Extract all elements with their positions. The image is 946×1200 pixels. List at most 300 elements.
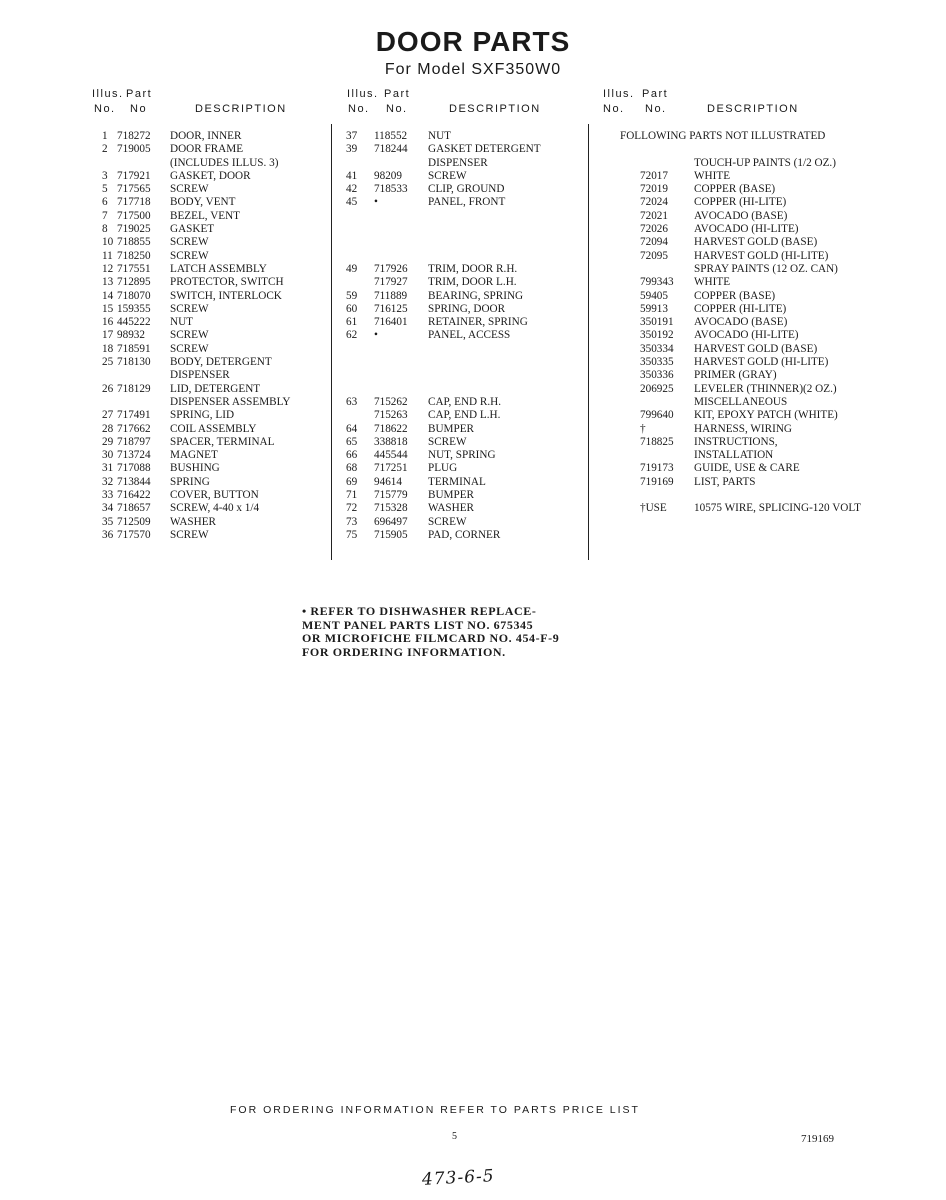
illus-number: 59 <box>346 289 358 302</box>
part-number: 72021 <box>640 209 668 222</box>
part-description: COPPER (HI-LITE) <box>694 196 787 209</box>
part-number: 718591 <box>117 342 151 355</box>
header-part-label: Part <box>642 88 669 100</box>
header-part-label: Part <box>384 88 411 100</box>
parts-row <box>340 263 585 276</box>
part-number: 696497 <box>374 515 408 528</box>
part-description: HARVEST GOLD (BASE) <box>694 236 818 249</box>
part-number: 717570 <box>117 528 151 541</box>
parts-row <box>88 170 328 183</box>
part-number: 98932 <box>117 329 145 342</box>
part-description: TOUCH-UP PAINTS (1/2 OZ.) <box>694 156 836 169</box>
part-description: SPRAY PAINTS (12 OZ. CAN) <box>694 262 838 275</box>
parts-row <box>600 210 900 223</box>
illus-number: 62 <box>346 329 358 342</box>
part-description: WHITE <box>694 276 731 289</box>
parts-row <box>600 436 900 449</box>
parts-row <box>600 183 900 196</box>
illus-number: 41 <box>346 169 358 182</box>
parts-row <box>600 489 900 502</box>
parts-row <box>88 516 328 529</box>
illus-number: 7 <box>102 209 108 222</box>
part-description: COPPER (BASE) <box>694 183 776 196</box>
part-number: 206925 <box>640 382 674 395</box>
illus-number: 11 <box>102 249 113 262</box>
header-description: DESCRIPTION <box>449 103 541 115</box>
part-number: 350334 <box>640 342 674 355</box>
parts-row <box>600 157 900 170</box>
parts-row <box>88 223 328 236</box>
note-line: MENT PANEL PARTS LIST NO. 675345 <box>302 617 534 632</box>
part-number: 715262 <box>374 395 408 408</box>
part-description: CLIP, GROUND <box>428 183 505 196</box>
parts-row <box>340 529 585 542</box>
part-description: INSTRUCTIONS, <box>694 435 778 448</box>
illus-number: 27 <box>102 409 114 422</box>
part-description: SCREW <box>170 528 209 541</box>
parts-row <box>340 183 585 196</box>
parts-row <box>88 409 328 422</box>
parts-row <box>340 196 585 209</box>
header-illus-no: No. <box>348 103 370 115</box>
parts-row <box>600 223 900 236</box>
part-description: BUSHING <box>170 462 220 475</box>
parts-row <box>600 396 900 409</box>
illus-number: 3 <box>102 169 108 182</box>
parts-row <box>340 343 585 356</box>
illus-number: 35 <box>102 515 114 528</box>
parts-row <box>600 476 900 489</box>
parts-column-3 <box>600 130 900 516</box>
part-number: 716422 <box>117 489 151 502</box>
part-number: 72095 <box>640 249 668 262</box>
part-description: BEARING, SPRING <box>428 289 524 302</box>
part-number: 719169 <box>640 475 674 488</box>
parts-row <box>340 436 585 449</box>
part-number: 712509 <box>117 515 151 528</box>
part-number: • <box>374 196 378 209</box>
part-description: PRIMER (GRAY) <box>694 369 777 382</box>
part-description: MAGNET <box>170 449 218 462</box>
part-description: AVOCADO (HI-LITE) <box>694 223 799 236</box>
parts-row <box>340 356 585 369</box>
part-number: 718825 <box>640 435 674 448</box>
part-description: DISPENSER <box>428 156 488 169</box>
part-number: 718622 <box>374 422 408 435</box>
part-description: SCREW, 4-40 x 1/4 <box>170 502 260 515</box>
part-description: TRIM, DOOR L.H. <box>428 276 517 289</box>
part-number: 159355 <box>117 302 151 315</box>
parts-row <box>340 516 585 529</box>
part-description: NUT <box>170 316 193 329</box>
illus-number: 73 <box>346 515 358 528</box>
part-description: GASKET, DOOR <box>170 169 251 182</box>
parts-row <box>600 316 900 329</box>
part-number: 72026 <box>640 223 668 236</box>
illus-number: 16 <box>102 316 114 329</box>
part-description: TRIM, DOOR R.H. <box>428 262 518 275</box>
part-description: PROTECTOR, SWITCH <box>170 276 284 289</box>
illus-number: 65 <box>346 435 358 448</box>
illus-number: 72 <box>346 502 358 515</box>
part-description: TERMINAL <box>428 475 486 488</box>
illus-number: 1 <box>102 130 108 142</box>
section-heading: FOLLOWING PARTS NOT ILLUSTRATED <box>620 130 826 142</box>
part-number: 716125 <box>374 302 408 315</box>
part-number: 717088 <box>117 462 151 475</box>
parts-column-2 <box>340 130 585 542</box>
parts-row <box>88 143 328 156</box>
parts-row <box>600 502 900 515</box>
part-number: 718129 <box>117 382 151 395</box>
part-description: DISPENSER <box>170 369 230 382</box>
part-number: 718533 <box>374 183 408 196</box>
parts-row <box>340 316 585 329</box>
part-number: 717718 <box>117 196 151 209</box>
illus-number: 39 <box>346 143 358 156</box>
part-description: HARVEST GOLD (HI-LITE) <box>694 249 829 262</box>
part-number: 718272 <box>117 130 151 142</box>
part-description: HARVEST GOLD (BASE) <box>694 342 818 355</box>
part-number: 717551 <box>117 262 151 275</box>
illus-number: 15 <box>102 302 114 315</box>
part-description: RETAINER, SPRING <box>428 316 528 329</box>
part-number: 445544 <box>374 449 408 462</box>
part-description: GUIDE, USE & CARE <box>694 462 800 475</box>
parts-row <box>600 423 900 436</box>
parts-row <box>340 329 585 342</box>
parts-row <box>600 196 900 209</box>
part-description: 10575 WIRE, SPLICING-120 VOLT <box>694 502 861 515</box>
illus-number: 61 <box>346 316 358 329</box>
illus-number: 8 <box>102 223 108 236</box>
part-number: 717927 <box>374 276 408 289</box>
illus-number: 37 <box>346 130 358 142</box>
part-description: SPRING, LID <box>170 409 235 422</box>
parts-row <box>88 436 328 449</box>
part-description: PAD, CORNER <box>428 528 501 541</box>
illus-number: 36 <box>102 528 114 541</box>
illus-number: 60 <box>346 302 358 315</box>
header-illus-label: Illus. <box>347 88 379 100</box>
part-description: SWITCH, INTERLOCK <box>170 289 282 302</box>
parts-row <box>600 276 900 289</box>
model-subtitle: For Model SXF350W0 <box>384 61 562 78</box>
part-description: (INCLUDES ILLUS. 3) <box>170 156 279 169</box>
parts-row <box>88 423 328 436</box>
illus-number: 75 <box>346 528 358 541</box>
part-description: SCREW <box>170 329 209 342</box>
illus-number: 29 <box>102 435 114 448</box>
part-number: 718250 <box>117 249 151 262</box>
part-number: 715779 <box>374 489 408 502</box>
parts-row <box>88 316 328 329</box>
illus-number: 63 <box>346 395 358 408</box>
illus-number: 34 <box>102 502 114 515</box>
part-description: WASHER <box>428 502 474 515</box>
parts-column-1 <box>88 130 328 542</box>
part-number: 719173 <box>640 462 674 475</box>
illus-number: 68 <box>346 462 358 475</box>
illus-number: 13 <box>102 276 114 289</box>
part-number: 715905 <box>374 528 408 541</box>
part-description: HARNESS, WIRING <box>694 422 792 435</box>
parts-row <box>340 210 585 223</box>
part-description: AVOCADO (BASE) <box>694 316 788 329</box>
header-description: DESCRIPTION <box>707 103 799 115</box>
part-number: 445222 <box>117 316 151 329</box>
header-part-no: No <box>130 103 148 115</box>
part-number: 59405 <box>640 289 668 302</box>
column-divider <box>588 124 589 560</box>
part-description: BUMPER <box>428 422 475 435</box>
illus-number: 26 <box>102 382 114 395</box>
part-description: LATCH ASSEMBLY <box>170 262 267 275</box>
parts-row <box>340 476 585 489</box>
parts-row <box>600 250 900 263</box>
header-illus-label: Illus. <box>92 88 124 100</box>
illus-number: 31 <box>102 462 114 475</box>
header-illus-no: No. <box>94 103 116 115</box>
parts-row <box>340 369 585 382</box>
part-number: 717500 <box>117 209 151 222</box>
illus-number: 12 <box>102 262 114 275</box>
note-line: FOR ORDERING INFORMATION. <box>302 644 506 659</box>
part-description: BODY, DETERGENT <box>170 356 272 369</box>
parts-row <box>340 383 585 396</box>
header-part-label: Part <box>126 88 153 100</box>
illus-number: 69 <box>346 475 358 488</box>
part-number: 718070 <box>117 289 151 302</box>
part-description: AVOCADO (HI-LITE) <box>694 329 799 342</box>
parts-row <box>88 276 328 289</box>
parts-row <box>340 276 585 289</box>
part-number: 350191 <box>640 316 674 329</box>
part-description: DISPENSER ASSEMBLY <box>170 395 291 408</box>
handwritten-note: 473-6-5 <box>421 1166 496 1190</box>
part-description: MISCELLANEOUS <box>694 395 788 408</box>
parts-row <box>340 170 585 183</box>
part-description: COVER, BUTTON <box>170 489 259 502</box>
parts-row <box>88 303 328 316</box>
part-number: 59913 <box>640 302 668 315</box>
parts-row <box>340 130 585 143</box>
ordering-note <box>302 605 559 659</box>
part-description: SCREW <box>170 236 209 249</box>
parts-row <box>88 210 328 223</box>
illus-number: 45 <box>346 196 358 209</box>
part-description: LIST, PARTS <box>694 475 756 488</box>
part-description: AVOCADO (BASE) <box>694 209 788 222</box>
part-description: LID, DETERGENT <box>170 382 261 395</box>
part-number: 338818 <box>374 435 408 448</box>
part-description: BUMPER <box>428 489 475 502</box>
part-number: 350336 <box>640 369 674 382</box>
illus-number: 18 <box>102 342 114 355</box>
parts-row <box>340 502 585 515</box>
part-description: GASKET <box>170 223 215 236</box>
parts-row <box>340 409 585 422</box>
part-description: SCREW <box>428 435 467 448</box>
part-number: 717921 <box>117 169 151 182</box>
parts-row <box>340 303 585 316</box>
parts-row <box>88 489 328 502</box>
part-number: 712895 <box>117 276 151 289</box>
parts-row <box>340 250 585 263</box>
illus-number: 6 <box>102 196 108 209</box>
illus-number: 17 <box>102 329 114 342</box>
part-description: WASHER <box>170 515 216 528</box>
part-description: PLUG <box>428 462 458 475</box>
parts-row <box>340 223 585 236</box>
part-description: PANEL, ACCESS <box>428 329 511 342</box>
part-description: COPPER (BASE) <box>694 289 776 302</box>
part-number: 717251 <box>374 462 408 475</box>
header-illus-label: Illus. <box>603 88 635 100</box>
header-illus-no: No. <box>603 103 625 115</box>
part-description: SCREW <box>170 249 209 262</box>
parts-row <box>600 130 900 143</box>
parts-row <box>88 250 328 263</box>
part-number: 719025 <box>117 223 151 236</box>
part-description: PANEL, FRONT <box>428 196 506 209</box>
illus-number: 49 <box>346 262 358 275</box>
parts-row <box>88 236 328 249</box>
part-description: KIT, EPOXY PATCH (WHITE) <box>694 409 838 422</box>
part-description: SCREW <box>428 169 467 182</box>
part-number: 717565 <box>117 183 151 196</box>
parts-row <box>88 383 328 396</box>
part-description: INSTALLATION <box>694 449 774 462</box>
header-description: DESCRIPTION <box>195 103 287 115</box>
part-number: 94614 <box>374 475 402 488</box>
illus-number: 71 <box>346 489 358 502</box>
part-number: 715328 <box>374 502 408 515</box>
part-number: 350335 <box>640 356 674 369</box>
part-description: SCREW <box>170 302 209 315</box>
parts-row <box>600 449 900 462</box>
parts-row <box>88 449 328 462</box>
parts-row <box>88 329 328 342</box>
part-number: 72017 <box>640 169 668 182</box>
parts-row <box>600 329 900 342</box>
part-number: 72094 <box>640 236 668 249</box>
illus-number: 33 <box>102 489 114 502</box>
page-title: DOOR PARTS <box>375 26 571 57</box>
parts-row <box>600 356 900 369</box>
part-description: SPRING, DOOR <box>428 302 506 315</box>
part-number: 718855 <box>117 236 151 249</box>
illus-number: 64 <box>346 422 358 435</box>
part-description: SCREW <box>428 515 467 528</box>
parts-row <box>340 157 585 170</box>
illus-number: 14 <box>102 289 114 302</box>
parts-row <box>88 196 328 209</box>
part-description: NUT <box>428 130 451 142</box>
parts-row <box>88 130 328 143</box>
note-line: OR MICROFICHE FILMCARD NO. 454-F-9 <box>302 631 560 645</box>
part-number: 711889 <box>374 289 408 302</box>
part-number: 72024 <box>640 196 668 209</box>
part-number: 715263 <box>374 409 408 422</box>
parts-row <box>88 343 328 356</box>
column-divider <box>331 124 332 560</box>
illus-number: 28 <box>102 422 114 435</box>
part-number: †USE <box>640 502 667 515</box>
illus-number: 25 <box>102 356 114 369</box>
parts-row <box>600 409 900 422</box>
parts-row <box>600 263 900 276</box>
part-description: BODY, VENT <box>170 196 236 209</box>
parts-row <box>600 170 900 183</box>
part-number: 717491 <box>117 409 151 422</box>
part-description: WHITE <box>694 169 731 182</box>
parts-row <box>88 263 328 276</box>
parts-row <box>340 449 585 462</box>
parts-row <box>88 356 328 369</box>
parts-row <box>340 423 585 436</box>
part-number: 718657 <box>117 502 151 515</box>
part-description: CAP, END R.H. <box>428 395 502 408</box>
illus-number: 30 <box>102 449 114 462</box>
part-description: GASKET DETERGENT <box>428 143 541 156</box>
part-description: HARVEST GOLD (HI-LITE) <box>694 356 829 369</box>
header-part-no: No. <box>386 103 408 115</box>
part-description: BEZEL, VENT <box>170 209 241 222</box>
illus-number: 66 <box>346 449 358 462</box>
parts-row <box>600 290 900 303</box>
parts-row <box>88 369 328 382</box>
part-number: 118552 <box>374 130 408 142</box>
note-line: • REFER TO DISHWASHER REPLACE- <box>302 604 537 618</box>
part-number: • <box>374 329 378 342</box>
part-description: LEVELER (THINNER)(2 OZ.) <box>694 382 837 395</box>
part-number: 98209 <box>374 169 402 182</box>
parts-row <box>340 396 585 409</box>
part-description: SCREW <box>170 342 209 355</box>
part-number: 717662 <box>117 422 151 435</box>
parts-row <box>88 476 328 489</box>
parts-row <box>340 489 585 502</box>
parts-row <box>88 529 328 542</box>
part-number: 717926 <box>374 262 408 275</box>
parts-row <box>88 157 328 170</box>
illus-number: 2 <box>102 143 108 156</box>
part-description: SCREW <box>170 183 209 196</box>
parts-row <box>600 383 900 396</box>
parts-row <box>88 183 328 196</box>
part-number: 713724 <box>117 449 151 462</box>
parts-row <box>600 343 900 356</box>
parts-row <box>88 462 328 475</box>
part-number: 799640 <box>640 409 674 422</box>
parts-row <box>600 143 900 156</box>
part-number: 72019 <box>640 183 668 196</box>
part-description: CAP, END L.H. <box>428 409 501 422</box>
document-number: 719169 <box>801 1133 834 1145</box>
part-description: SPACER, TERMINAL <box>170 435 275 448</box>
parts-row <box>600 369 900 382</box>
part-number: 718797 <box>117 435 151 448</box>
parts-row <box>340 236 585 249</box>
illus-number: 5 <box>102 183 108 196</box>
part-number: † <box>640 422 646 435</box>
part-number: 718244 <box>374 143 408 156</box>
illus-number: 32 <box>102 475 114 488</box>
parts-row <box>600 303 900 316</box>
header-part-no: No. <box>645 103 667 115</box>
illus-number: 10 <box>102 236 114 249</box>
